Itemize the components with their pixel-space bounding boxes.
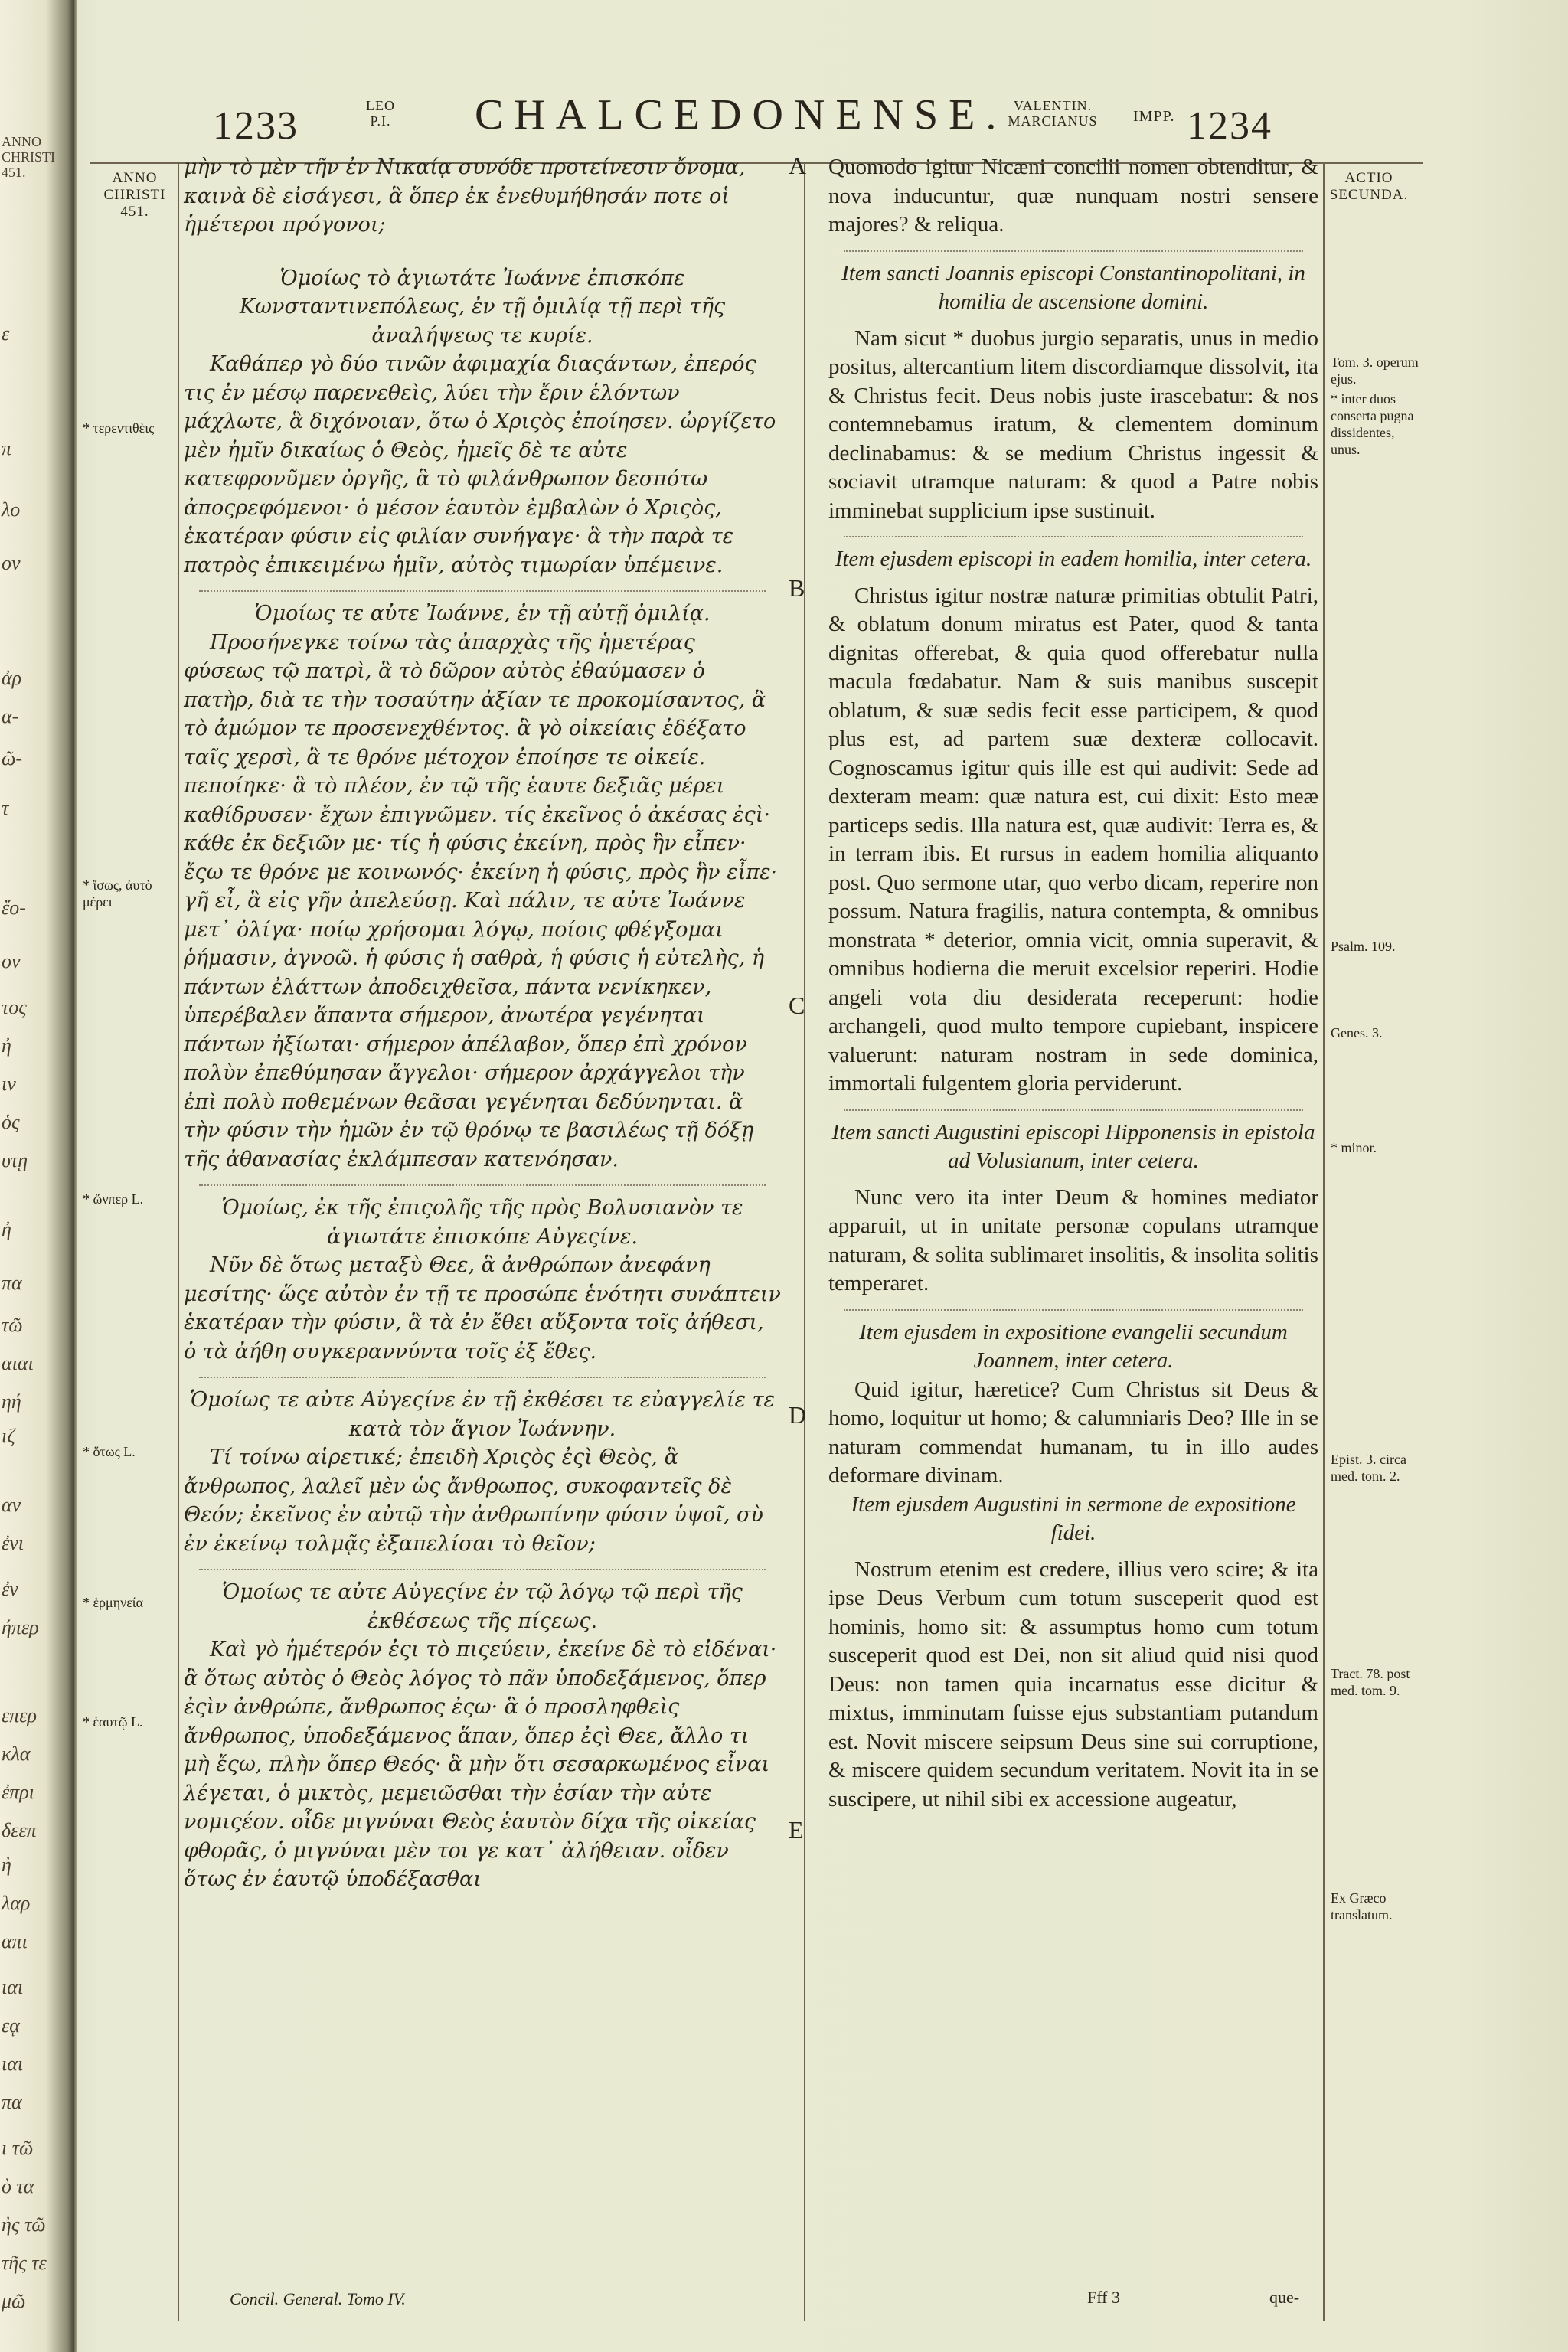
bleed-through-fragment: ιζ bbox=[2, 1425, 15, 1447]
bleed-through-fragment: ἠ bbox=[2, 1034, 11, 1057]
bleed-through-fragment: αν bbox=[2, 1494, 21, 1516]
bleed-through-fragment: κλα bbox=[2, 1743, 31, 1765]
bleed-through-fragment: ῶ- bbox=[2, 747, 23, 769]
latin-separator bbox=[844, 1309, 1303, 1311]
bleed-through-fragment: ηή bbox=[2, 1390, 21, 1413]
greek-column bbox=[184, 153, 781, 1894]
bleed-through-fragment: υτῃ bbox=[2, 1149, 28, 1171]
bleed-through-fragment: π bbox=[2, 437, 12, 459]
latin-separator bbox=[844, 250, 1303, 252]
bleed-through-fragment: ε bbox=[2, 322, 10, 345]
greek-heading: Ὁμοίως τε αὐτε Αὐγεςίνε ἐν τῷ λόγῳ τῷ περὶ τῆς ἐκθέσεως τῆς πίςεως. bbox=[222, 1580, 743, 1633]
greek-paragraph: Τί τοίνω αἱρετικέ; ἐπειδὴ Χριςὸς ἐςὶ Θεὸς, ἃ ἄνθρωπος, λαλεῖ μὲν ὡς ἄνθρωπος, συκοφαντεῖς δὲ Θεόν; ἐκεῖνος ἐν αὐτῷ τὴν ἀνθρωπίνην φύσιν ὑψοῖ, σὺ ἐν ἐκείνῳ τολμᾷς ἐξαπελίσαι τὸ θεῖον; bbox=[184, 1446, 763, 1556]
latin-separator bbox=[844, 1109, 1303, 1111]
section-letter-e: E bbox=[789, 1816, 804, 1844]
bleed-through-fragment: πα bbox=[2, 1272, 22, 1294]
page-number-left: 1233 bbox=[213, 104, 299, 148]
greek-margin-note: * τερεντιθὲις bbox=[83, 420, 155, 436]
bleed-through-fragment: ἠ bbox=[2, 1854, 11, 1876]
latin-column bbox=[828, 153, 1318, 1814]
bleed-through-fragment: ι τῶ bbox=[2, 2137, 34, 2159]
section-letter-d: D bbox=[789, 1401, 807, 1429]
bleed-through-fragment: α- bbox=[2, 705, 19, 727]
latin-separator bbox=[844, 536, 1303, 537]
footer-volume: Concil. General. Tomo IV. bbox=[230, 2289, 406, 2308]
greek-separator bbox=[199, 590, 766, 592]
greek-margin-note: * ὅτως L. bbox=[83, 1444, 136, 1459]
latin-paragraph: Christus igitur nostræ naturæ primitias obtulit Patri, & oblatum donum miratus est Pater, quod & tanta dignitas offerebat, & quia quod offerebatur nulla macula fœdabatur. Nam & suis manibus suscepit oblatum, & suæ sedis fecit esse participem, & quod plus est, ad partem suæ dexteræ collocavit. Cognoscamus igitur quis ille est qui audivit: Sede ad dexteram meam: quæ natura est, cui dixit: Esto meæ particeps sedis. Illa natura est, quæ audivit: Terra es, & in terram ibis. Et rursus in eadem homilia aliquanto post. Quo sermone utar, quo verbo dicam, reperire non possum. Natura fragilis, natura contempta, & omnibus monstrata * deterior, omnia vicit, omnia superavit, & omnibus hodierna die meruit excelsior reperiri. Hodie angeli vota diu desiderata receperunt: hodie archangeli, quod multo tempore cupiebant, inspicere valuerunt: naturam nostram in sede dominica, immortali fulgentem gloria perviderunt. bbox=[828, 583, 1318, 1096]
footer-signature: Fff 3 bbox=[1087, 2288, 1120, 2307]
latin-margin-note: * minor. bbox=[1331, 1140, 1377, 1155]
header-pope-title: P.I. bbox=[370, 113, 391, 129]
bleed-through-fragment: ἀρ bbox=[2, 667, 22, 689]
greek-margin-note: * ὥνπερ L. bbox=[83, 1191, 144, 1207]
latin-heading: Item sancti Joannis episcopi Constantinopolitani, in homilia de ascensione domini. bbox=[841, 260, 1305, 314]
greek-margin-note: * ἑαυτῷ L. bbox=[83, 1714, 143, 1730]
bleed-through-fragment: λο bbox=[2, 498, 21, 521]
greek-paragraph: Νῦν δὲ ὅτως μεταξὺ Θεε, ἃ ἀνθρώπων ἀνεφάνη μεσίτης· ὥςε αὐτὸν ἐν τῇ τε προσώπε ἑνότητι συνάπτειν ἑκατέραν τὴν φύσιν, ἃ τὰ ἐν ἔθει αὔξοντα τοῖς ἀήθεσι, ὁ τὰ ἀήθη συγκεραννύντα τοῖς ἐξ ἔθες. bbox=[184, 1253, 781, 1364]
latin-heading: Item ejusdem in expositione evangelii secundum Joannem, inter cetera. bbox=[859, 1319, 1288, 1373]
bleed-through-fragment: τ bbox=[2, 797, 9, 819]
header-emperor-marcian: MARCIANUS bbox=[1008, 113, 1098, 129]
bleed-through-fragment: ὁς bbox=[2, 1111, 20, 1133]
header-pope bbox=[354, 98, 407, 159]
bleed-through-fragment: ἐνι bbox=[2, 1532, 24, 1554]
bleed-through-fragment: αιαι bbox=[2, 1352, 34, 1374]
bleed-through-fragment: ὸ τα bbox=[2, 2175, 34, 2197]
bleed-through-fragment: λαρ bbox=[2, 1892, 31, 1914]
latin-margin-note: Ex Græco translatum. bbox=[1331, 1890, 1393, 1922]
bleed-through-fragment: ιαι bbox=[2, 2053, 24, 2075]
latin-paragraph: Nunc vero ita inter Deum & homines mediator apparuit, ut in unitate personæ copulans utramque naturam, & solita sublimaret insolitis, & insolita solitis temperaret. bbox=[828, 1184, 1318, 1295]
latin-paragraph: Nam sicut * duobus jurgio separatis, unus in medio positus, altercantium litem discordiamque dissolvit, ita & Christus fecit. Deus nobis juste irascebatur: & nos contemnebamus iratum, & clementem dominum declinabamus: & se medium Christus ingessit & sociavit utramque naturam: & quod a Patre nobis imminebat supplicium ipse sustinuit. bbox=[828, 325, 1318, 523]
greek-heading: Ὁμοίως τε αὐτε Ἰωάννε, ἐν τῇ αὐτῇ ὁμιλίᾳ. bbox=[254, 602, 710, 626]
actio-label: ACTIO SECUNDA. bbox=[1329, 170, 1409, 203]
greek-heading: Ὁμοίως τὸ ἁγιωτάτε Ἰωάννε ἐπισκόπε Κωνσταντινεπόλεως, ἐν τῇ ὁμιλίᾳ τῇ περὶ τῆς ἀναλήψεως τε κυρίε. bbox=[239, 266, 726, 348]
bleed-through-fragment: πα bbox=[2, 2091, 22, 2113]
bleed-through-fragment: ιαι bbox=[2, 1976, 24, 1998]
greek-paragraph: μὴν τὸ μὲν τῆν ἐν Νικαίᾳ συνόδε προτείνεσιν ὄνομα, καινὰ δὲ εἰσάγεσι, ἃ ὅπερ ἐκ ἐνεθυμήθησάν ποτε οἱ ἡμέτεροι πρόγονοι; bbox=[184, 155, 746, 237]
bleed-through-fragment: τος bbox=[2, 996, 27, 1018]
greek-heading: Ὁμοίως, ἐκ τῆς ἐπιςολῆς τῆς πρὸς Βολυσιανὸν τε ἁγιωτάτε ἐπισκόπε Αὐγεςίνε. bbox=[221, 1196, 743, 1249]
bleed-through-fragment: τῶ bbox=[2, 1314, 23, 1336]
bleed-through-fragment: μῶ bbox=[2, 2290, 26, 2312]
anno-christi-text: ANNO CHRISTI bbox=[103, 170, 166, 203]
bleed-through-fragment: ἠ bbox=[2, 1218, 11, 1240]
left-margin-rule bbox=[178, 162, 179, 2321]
greek-margin-note: * ἑρμηνεία bbox=[83, 1595, 144, 1610]
greek-paragraph: Προσήνεγκε τοίνω τὰς ἀπαρχὰς τῆς ἡμετέρας φύσεως τῷ πατρὶ, ἃ τὸ δῶρον αὐτὸς ἐθαύμασεν ὁ πατὴρ, διὰ τε τὴν τοσαύτην ἀξίαν τε προκομίσαντος, ἃ τὸ ἀμώμον τε προσενεχθέντος. ἃ γὸ οἰκείαις ἐδέξατο ταῖς χερσὶ, ἃ τε θρόνε μέτοχον ἐποίησε τε οἰκείε. πεποίηκε· ἃ τὸ πλέον, ἐν τῷ τῆς ἑαυτε δεξιᾶς μέρει καθίδρυσεν· ἔχων ἐπιγνῶμεν. τίς ἐκεῖνος ὁ ἀκέσας ἐςὶ· κάθε ἐκ δεξιῶν με· τίς ἡ φύσις ἐκείνη, πρὸς ἣν εἶπεν· ἔςω τε θρόνε με κοινωνός· ἐκείνη ἡ φύσις, πρὸς ἣν εἶπε· γῆ εἶ, ἃ εἰς γῆν ἀπελεύσῃ. Καὶ πάλιν, τε αὐτε Ἰωάννε μετ᾽ ὀλίγα· ποίῳ χρήσομαι λόγῳ, ποίοις φθέγξομαι ῥήμασιν, ἀγνοῶ. ἡ φύσις ἡ σαθρὰ, ἡ φύσις ἡ εὐτελὴς, ἡ πάντων ἐλάττων ἀποδειχθεῖσα, πάντα νενίκηκεν, ὑπερέβαλεν ἅπαντα σήμερον, ἀνωτέρα γεγένηται πάντων ἠξίωται· σήμερον ἀπέλαβον, ὅπερ ἐπὶ χρόνον πολὺν ἐπεθύμησαν ἄγγελοι· σήμερον ἀρχάγγελοι τὴν ἐπὶ πολὺ ποθεμένων θεᾶσαι γεγένηται δεδύνηνται. ἃ τὴν φύσιν τὴν ἡμῶν ἐν τῷ θρόνῳ τε βασιλέως τῇ δόξῃ τῆς ἀθανασίας ἐκλάμπεσαν κατενόησαν. bbox=[184, 630, 778, 1171]
header-impp: IMPP. bbox=[1133, 108, 1175, 125]
bleed-through-fragment: ον bbox=[2, 950, 21, 972]
section-letter-a: A bbox=[789, 152, 807, 179]
bleed-through-anno: ANNO CHRISTI 451. bbox=[2, 134, 56, 180]
latin-heading: Item sancti Augustini episcopi Hipponensis in epistola ad Volusianum, inter cetera. bbox=[831, 1119, 1315, 1173]
column-divider bbox=[804, 162, 805, 2321]
greek-heading: Ὁμοίως τε αὐτε Αὐγεςίνε ἐν τῇ ἐκθέσει τε εὐαγγελίε τε κατὰ τὸν ἅγιον Ἰωάννην. bbox=[189, 1388, 775, 1441]
bleed-through-fragment: δεεπ bbox=[2, 1819, 37, 1841]
latin-paragraph: Nostrum etenim est credere, illius vero scire; & ita ipse Deus Verbum cum totum susceperit quod est hominis, homo sit: & assumptus homo cum totum susceperit quod est Dei, non sit aliud quid nisi quod Deus: non tamen quia incarnatus esse dicitur & mixtus, imminutam fuisse ejus substantiam putandum est. Novit miscere seipsum Deus sine sui corruptione, & miscere quidem secundum veritatem. Novit ita in se suscipere, ut nihil sibi ex accessione augeatur, bbox=[828, 1557, 1318, 1811]
bleed-through-fragment: ιν bbox=[2, 1073, 16, 1095]
bleed-through-fragment: ἠς τῶ bbox=[2, 2213, 46, 2236]
latin-margin-note: Epist. 3. circa med. tom. 2. bbox=[1331, 1452, 1406, 1484]
latin-margin-note: Psalm. 109. bbox=[1331, 939, 1396, 954]
footer-catchword: que- bbox=[1269, 2288, 1300, 2307]
latin-margin-note: Tom. 3. operum ejus. bbox=[1331, 354, 1419, 387]
bleed-through-fragment: ἔο- bbox=[2, 897, 26, 919]
header-emperors bbox=[991, 98, 1114, 159]
bleed-through-fragment: επερ bbox=[2, 1704, 37, 1726]
bleed-through-fragment: απι bbox=[2, 1930, 28, 1952]
greek-paragraph: Καθάπερ γὸ δύο τινῶν ἀφιμαχία διαςάντων, ἐπερός τις ἐν μέσῳ παρενεθεὶς, λύει τὴν ἔριν ἑλόντων μάχλωτε, ἃ διχόνοιαν, ὅτω ὁ Χριςὸς ἐποίησεν. ὠργίζετο μὲν ἡμῖν δικαίως ὁ Θεὸς, ἡμεῖς δὲ τε αὐτε κατεφρονῦμεν ὀργῆς, ἃ τὸ φιλάνθρωπον δεσπότω ἀποςρεφόμενοι· ὁ μέσον ἑαυτὸν ἐμβαλὼν ὁ Χριςὸς, ἑκατέραν φύσιν εἰς φιλίαν συνήγαγε· ἃ τὴν παρὰ τε πατρὸς ἐπικειμένω ἡμῖν, αὐτὸς τιμωρίαν ὑπέμεινε. bbox=[184, 352, 776, 577]
bleed-through-fragment: ἐπρι bbox=[2, 1781, 34, 1803]
header-pope-name: LEO bbox=[366, 98, 395, 113]
bleed-through-fragment: εᾳ bbox=[2, 2014, 20, 2037]
bleed-through-fragment: ήπερ bbox=[2, 1616, 39, 1638]
section-letter-b: B bbox=[789, 574, 805, 602]
right-margin-rule bbox=[1323, 162, 1325, 2321]
latin-paragraph: Quid igitur, hæretice? Cum Christus sit Deus & homo, loquitur ut homo; & calumniaris Deo? Ille in se naturam commendat humanam, tu in illo audes deformare divinam. bbox=[828, 1377, 1318, 1488]
greek-paragraph: Καὶ γὸ ἡμέτερόν ἐςι τὸ πιςεύειν, ἐκείνε δὲ τὸ εἰδέναι· ἃ ὅτως αὐτὸς ὁ Θεὸς λόγος τὸ πᾶν ὑποδεξάμενος, ὅπερ ἐςὶν ἀνθρώπε, ἄνθρωπος ἐςω· ἃ ὁ προσληφθεὶς ἄνθρωπος, ὑποδεξάμενος ἅπαν, ὅπερ ἐςὶ Θεε, ἄλλο τι μὴ ἔςω, πλὴν ὅπερ Θεός· ἃ μὴν ὅτι σεσαρκωμένος εἶναι λέγεται, ὁ μικτὸς, μεμειῶσθαι τὴν ἐσίαν τὴν αὐτε νομιςέον. οἶδε μιγνύναι Θεὸς ἑαυτὸν δίχα τῆς οἰκείας φθορᾶς, ὁ μιγνύναι μὲν τοι γε κατ᾽ ἀλήθειαν. οἶδεν ὅτως ἐν ἑαυτῷ ὑποδέξασθαι bbox=[184, 1638, 777, 1891]
page-number-right: 1234 bbox=[1187, 104, 1272, 148]
section-letter-c: C bbox=[789, 991, 805, 1019]
greek-margin-note: * ἴσως, ἀυτὸ μέρει bbox=[83, 877, 152, 910]
running-title: CHALCEDONENSE. bbox=[475, 91, 1008, 139]
latin-margin-note: Genes. 3. bbox=[1331, 1025, 1383, 1040]
greek-separator bbox=[199, 1184, 766, 1186]
bleed-through-fragment: ov bbox=[2, 552, 21, 574]
greek-separator bbox=[199, 1377, 766, 1378]
anno-christi-year: 451. bbox=[120, 204, 149, 220]
header-emperor-valentinian: VALENTIN. bbox=[1013, 98, 1093, 113]
bleed-through-fragment: ἐν bbox=[2, 1578, 18, 1600]
latin-margin-note: Tract. 78. post med. tom. 9. bbox=[1331, 1666, 1410, 1698]
latin-margin-note: * inter duos conserta pugna dissidentes, unus. bbox=[1331, 391, 1414, 457]
latin-heading: Item ejusdem Augustini in sermone de expositione fidei. bbox=[851, 1491, 1296, 1545]
greek-separator bbox=[199, 1569, 766, 1570]
bleed-through-fragment: τῆς τε bbox=[2, 2252, 47, 2274]
latin-heading: Item ejusdem episcopi in eadem homilia, inter cetera. bbox=[835, 547, 1312, 571]
anno-christi-label bbox=[93, 170, 176, 220]
latin-paragraph: Quomodo igitur Nicæni concilii nomen obtenditur, & nova inducuntur, quæ nunquam nostri sensere majores? & reliqua. bbox=[828, 155, 1318, 237]
